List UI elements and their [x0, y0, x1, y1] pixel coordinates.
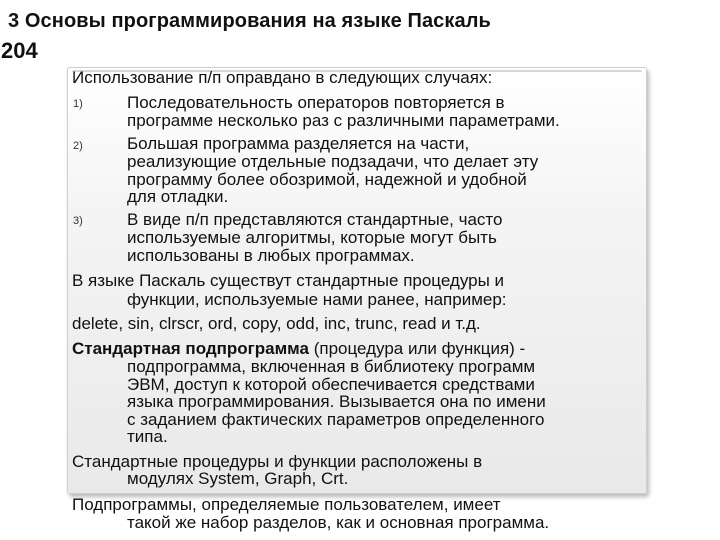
user-programs-line: такой же набор разделов, как и основная программа.	[127, 513, 550, 532]
list-item-line: Последовательность операторов повторяется в	[127, 93, 505, 112]
definition-line: типа.	[127, 427, 168, 446]
list-number: 3)	[73, 215, 83, 227]
definition-line: подпрограмма, включенная в библиотеку программ	[127, 357, 536, 376]
modules-line: Стандартные процедуры и функции расположены в	[72, 452, 483, 471]
definition-text: (процедура или функция) -	[308, 339, 526, 358]
list-item-line: реализующие отдельные подзадачи, что делает эту	[127, 152, 539, 171]
definition-line: с заданием фактических параметров определенного	[127, 410, 545, 429]
list-item-line: В виде п/п представляются стандартные, часто	[127, 210, 503, 229]
list-number: 1)	[73, 98, 83, 110]
definition-line: ЭВМ, доступ к которой обеспечивается средствами	[127, 375, 535, 394]
list-item-line: используемые алгоритмы, которые могут быть	[127, 228, 497, 247]
definition-first-line	[72, 339, 525, 358]
definition-line: языка программирования. Вызывается она по имени	[127, 392, 546, 411]
list-item-line: программе несколько раз с различными параметрами.	[127, 111, 560, 130]
paragraph-line: delete, sin, clrscr, ord, copy, odd, inc, trunc, read и т.д.	[72, 314, 481, 333]
list-item-line: использованы в любых программах.	[127, 246, 415, 265]
slide-title: 3 Основы программирования на языке Паскаль	[8, 10, 491, 32]
user-programs-line: Подпрограммы, определяемые пользователем, имеет	[72, 495, 501, 514]
intro-line: Использование п/п оправдано в следующих случаях:	[72, 68, 493, 87]
list-item-line: Большая программа разделяется на части,	[127, 134, 470, 153]
definition-term: Стандартная подпрограмма	[72, 339, 309, 358]
slide-number: 204	[1, 38, 38, 63]
list-number: 2)	[73, 140, 83, 152]
modules-line: модулях System, Graph, Crt.	[127, 469, 349, 488]
list-item-line: для отладки.	[127, 187, 229, 206]
paragraph-line: В языке Паскаль существут стандартные процедуры и	[72, 271, 505, 290]
list-item-line: программу более обозримой, надежной и удобной	[127, 170, 527, 189]
paragraph-line: функции, используемые нами ранее, например:	[127, 290, 507, 309]
